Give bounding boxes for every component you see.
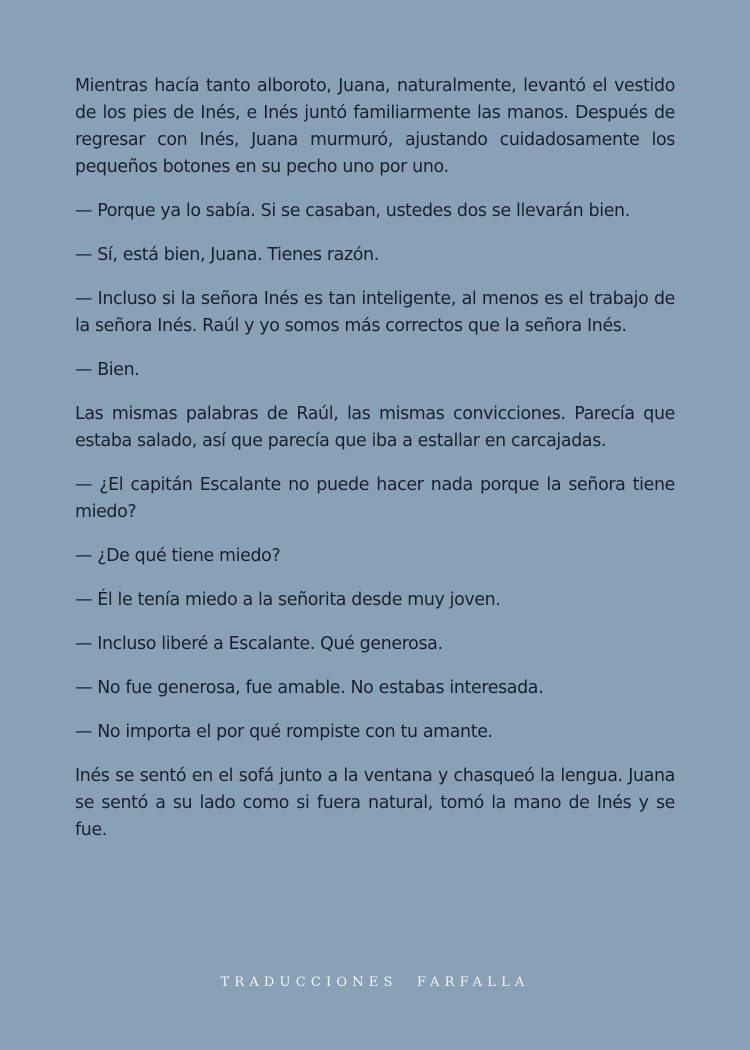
paragraph-dialogue: — No importa el por qué rompiste con tu amante. xyxy=(75,722,493,742)
paragraph-dialogue: — Porque ya lo sabía. Si se casaban, ustedes dos se llevarán bien. xyxy=(75,201,630,221)
paragraph-narration: Las mismas palabras de Raúl, las mismas convicciones. Parecía que estaba salado, así que parecía que iba a estallar en carcajadas. xyxy=(75,404,675,451)
paragraph-dialogue: — Incluso liberé a Escalante. Qué generosa. xyxy=(75,634,443,654)
paragraph-dialogue: — Sí, está bien, Juana. Tienes razón. xyxy=(75,245,379,265)
translator-credit: TRADUCCIONES FARFALLA xyxy=(220,975,530,990)
paragraph-dialogue: — Incluso si la señora Inés es tan inteligente, al menos es el trabajo de la señora Inés. Raúl y yo somos más correctos que la señora Inés. xyxy=(75,289,675,336)
document-body xyxy=(75,73,675,861)
paragraph-dialogue: — ¿De qué tiene miedo? xyxy=(75,546,281,566)
paragraph-dialogue: — ¿El capitán Escalante no puede hacer nada porque la señora tiene miedo? xyxy=(75,475,675,522)
paragraph-narration: Mientras hacía tanto alboroto, Juana, naturalmente, levantó el vestido de los pies de Inés, e Inés juntó familiarmente las manos. Después de regresar con Inés, Juana murmuró, ajustando cuidadosamente los pequeños botones en su pecho uno por uno. xyxy=(75,76,675,177)
paragraph-dialogue: — Bien. xyxy=(75,360,140,380)
paragraph-narration: Inés se sentó en el sofá junto a la ventana y chasqueó la lengua. Juana se sentó a su lado como si fuera natural, tomó la mano de Inés y se fue. xyxy=(75,766,675,840)
paragraph-dialogue: — Él le tenía miedo a la señorita desde muy joven. xyxy=(75,590,501,610)
paragraph-dialogue: — No fue generosa, fue amable. No estabas interesada. xyxy=(75,678,544,698)
